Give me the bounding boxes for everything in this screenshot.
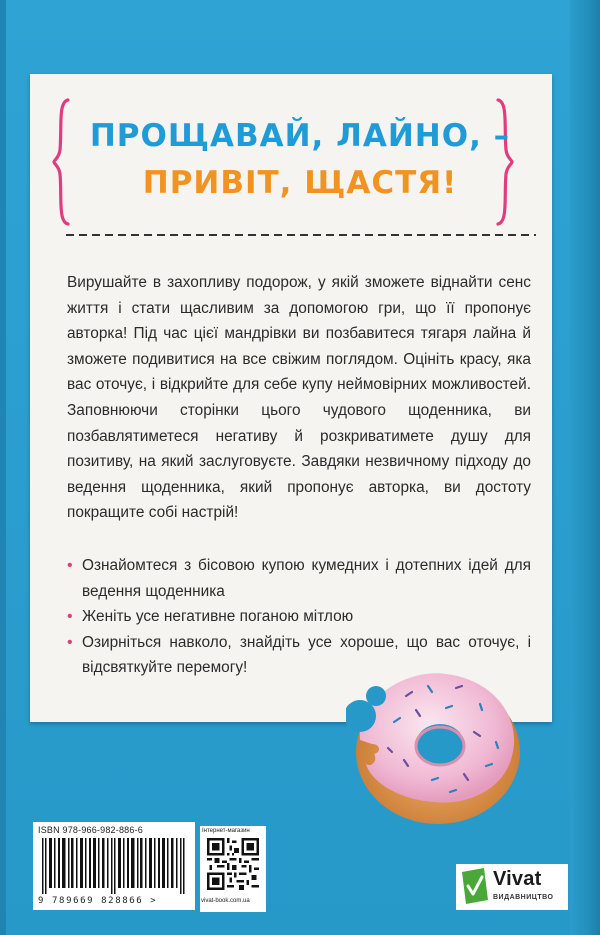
title-line-2: ПРИВІТ, ЩАСТЯ! <box>142 165 458 201</box>
publisher-name: Vivat <box>493 868 542 890</box>
donut-illustration <box>346 656 522 832</box>
feature-item <box>67 553 531 604</box>
feature-text: Ознайомтеся з бісовою купою кумедних і дотепних ідей для ведення щоденника <box>82 557 531 600</box>
qr-label: Інтернет-магазин <box>202 828 250 834</box>
title-line-1: ПРОЩАВАЙ, ЛАЙНО, – <box>89 118 511 154</box>
barcode-icon <box>38 838 190 894</box>
bullet-icon: • <box>67 608 73 626</box>
isbn-text: ISBN 978-966-982-886-6 <box>38 825 143 835</box>
publisher-subtitle: ВИДАВНИЦТВО <box>493 894 554 901</box>
qr-code-icon[interactable] <box>207 838 259 890</box>
bullet-icon: • <box>67 557 73 574</box>
barcode-digits: 9 789669 828866 > <box>38 896 158 906</box>
bullet-icon: • <box>67 633 73 651</box>
dashed-divider <box>66 234 536 236</box>
qr-url: vivat-book.com.ua <box>201 898 250 904</box>
feature-item <box>67 604 531 630</box>
vivat-logo-icon <box>462 868 488 904</box>
feature-text: Женіть усе негативне поганою мітлою <box>82 608 354 626</box>
description-text: Вирушайте в захопливу подорож, у якій зможете віднайти сенс життя і стати щасливим за допомогою гри, що її пропонує авторка! Під час цієї мандрівки ви позбавитеся тягаря лайна й зможете подивитися на все свіжим поглядом. Оцініть красу, яка вас оточує, і відкрийте для себе купу неймовірних можливостей. Заповнюючи сторінки цього чудового щоденника, ви позбавлятиметеся негативу й розкриватимете душу для позитиву, на який заслуговуєте. Завдяки незвичному підходу до ведення щоденника, який пропонує авторка, ви достоту покращите собі настрій! <box>67 274 531 522</box>
feature-text: Озирніться навколо, знайдіть усе хороше, що вас оточує, і відсвяткуйте перемогу! <box>82 633 531 677</box>
